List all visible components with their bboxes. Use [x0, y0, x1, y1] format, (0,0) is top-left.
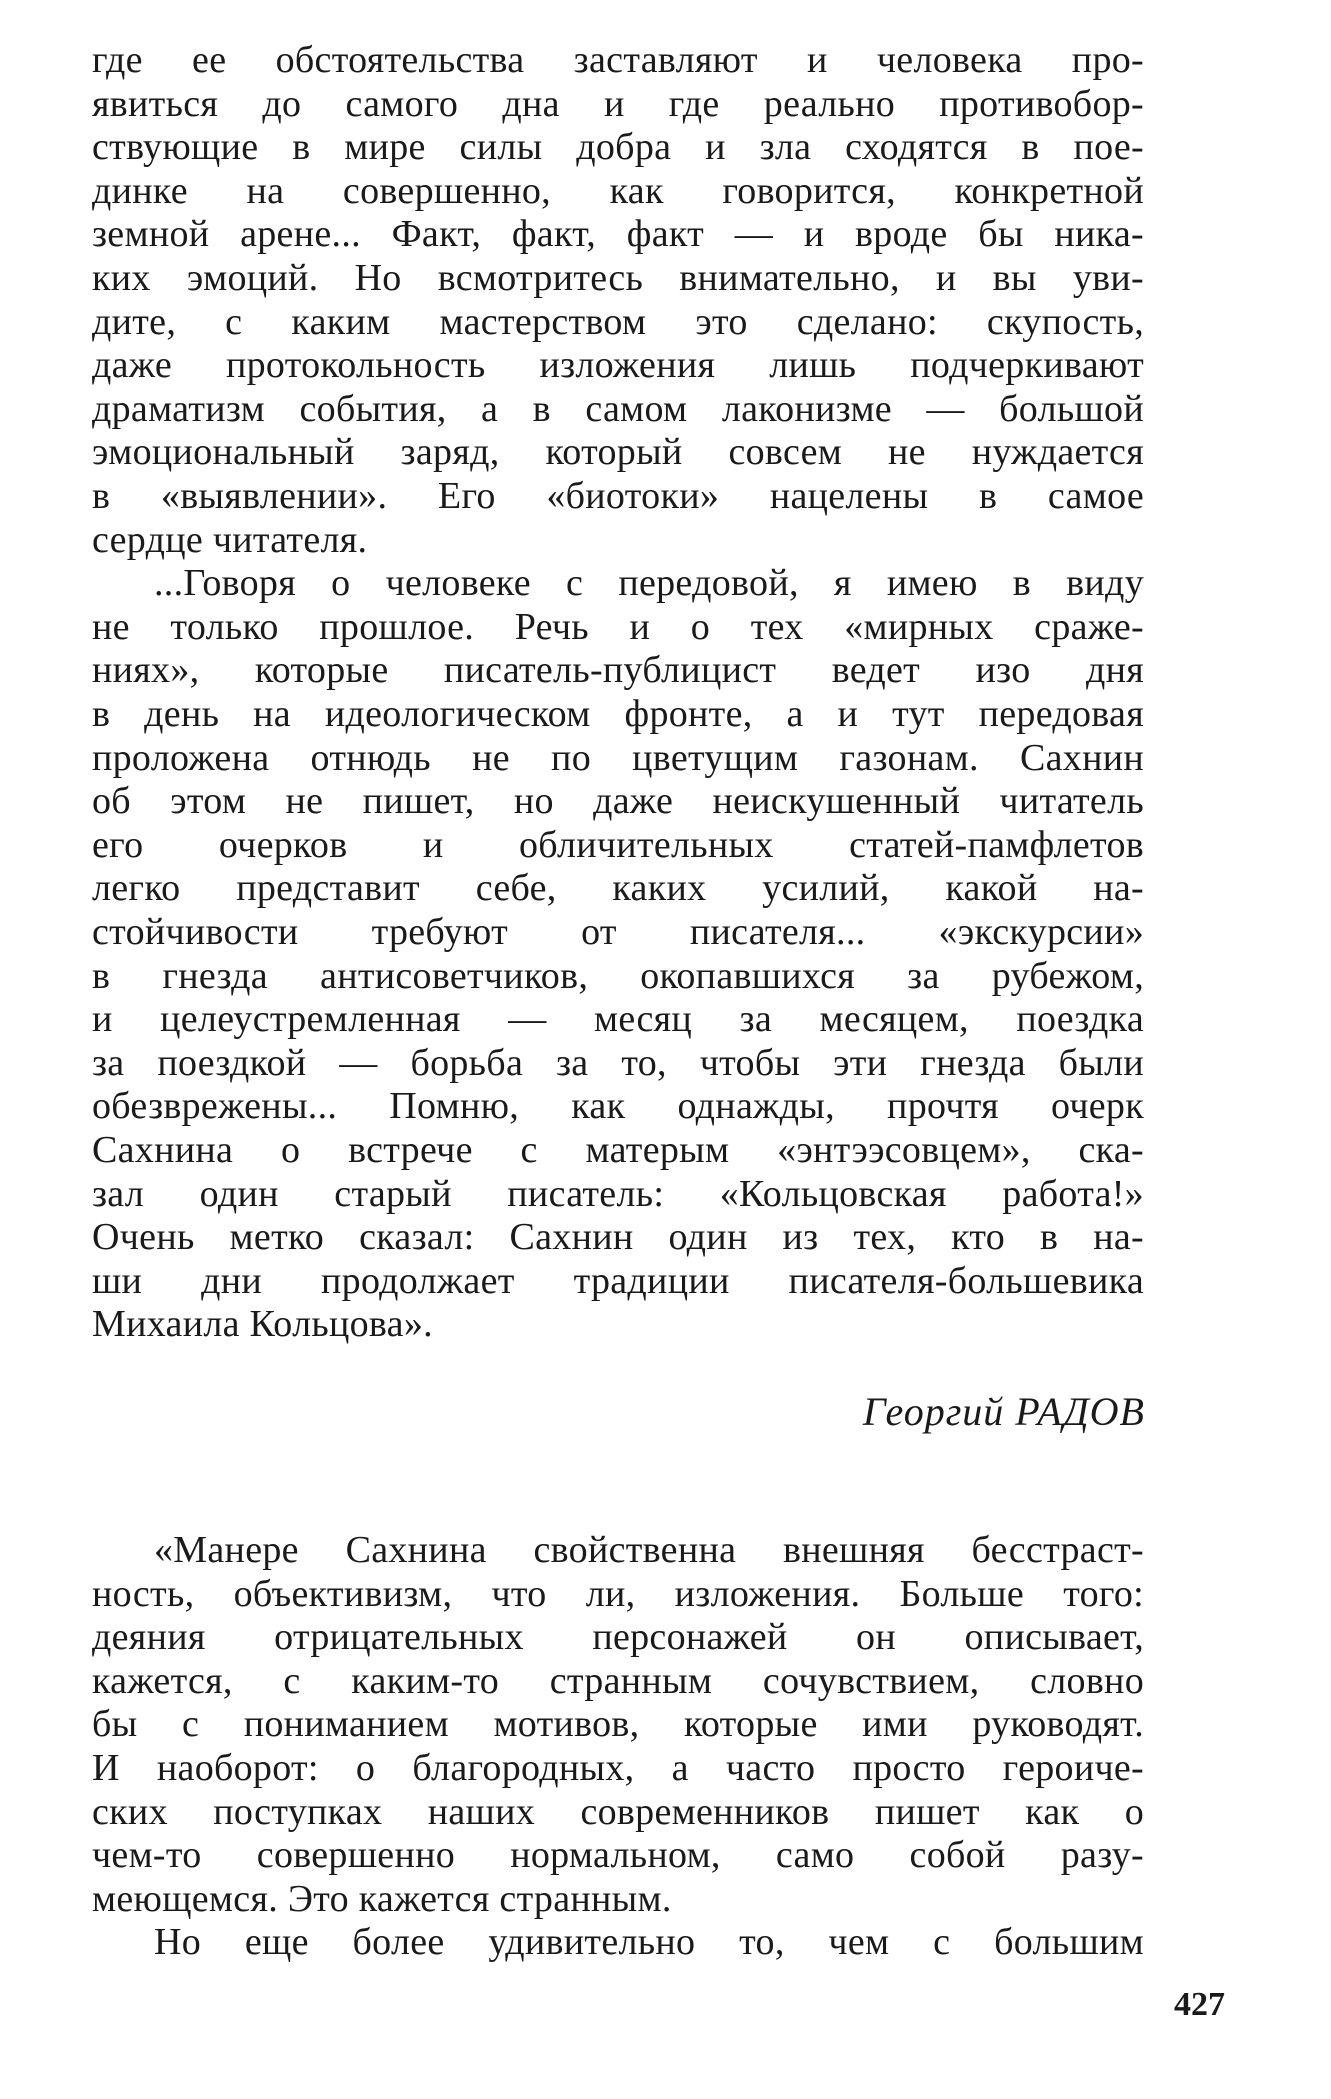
text-line: И наоборот: о благородных, а часто просто героиче-	[92, 1747, 1144, 1789]
text-line: деяния отрицательных персонажей он описывает,	[92, 1616, 1144, 1659]
text-line: чем-то совершенно нормальном, само собой разу-	[92, 1834, 1144, 1877]
text-line: сердце читателя.	[92, 518, 368, 561]
text-line: обезврежены... Помню, как однажды, прочтя очерк	[92, 1085, 1144, 1128]
text-line: динке на совершенно, как говорится, конкретной	[92, 169, 1144, 212]
paragraph-start-line: Но еще более удивительно то, чем с большим	[154, 1921, 1144, 1964]
text-line: ниях», которые писатель-публицист ведет изо дня	[92, 649, 1144, 692]
text-line: ких эмоций. Но всмотритесь внимательно, и вы уви-	[92, 257, 1144, 299]
text-line: меющемся. Это кажется странным.	[92, 1877, 672, 1920]
text-line: где ее обстоятельства заставляют и человека про-	[92, 39, 1144, 81]
text-line: бы с пониманием мотивов, которые ими руководят.	[92, 1703, 1144, 1746]
text-line: драматизм события, а в самом лаконизме — большой	[92, 387, 1144, 430]
text-line: ских поступках наших современников пишет как о	[92, 1790, 1144, 1833]
paragraph-start-line: «Манере Сахнина свойственна внешняя бесстраст-	[154, 1529, 1144, 1571]
text-line: проложена отнюдь не по цветущим газонам. Сахнин	[92, 736, 1144, 779]
text-line: эмоциональный заряд, который совсем не нуждается	[92, 431, 1144, 474]
text-line: в гнезда антисоветчиков, окопавшихся за рубежом,	[92, 954, 1144, 997]
text-line: даже протокольность изложения лишь подчеркивают	[92, 344, 1144, 387]
paragraph-start-line: ...Говоря о человеке с передовой, я имею в виду	[154, 562, 1144, 605]
text-line: его очерков и обличительных статей-памфлетов	[92, 823, 1144, 866]
text-line: и целеустремленная — месяц за месяцем, поездка	[92, 998, 1144, 1041]
text-line: в «выявлении». Его «биотоки» нацелены в самое	[92, 475, 1144, 517]
text-line: дите, с каким мастерством это сделано: скупость,	[92, 300, 1144, 343]
text-line: не только прошлое. Речь и о тех «мирных сраже-	[92, 605, 1144, 648]
page-number: 427	[1174, 1986, 1225, 2023]
text-line: Очень метко сказал: Сахнин один из тех, кто в на-	[92, 1216, 1144, 1259]
text-line: кажется, с каким-то странным сочувствием, словно	[92, 1659, 1144, 1702]
text-line: явиться до самого дна и где реально противобор-	[92, 82, 1144, 125]
text-line: ствующие в мире силы добра и зла сходятся в пое-	[92, 126, 1144, 169]
text-line: за поездкой — борьба за то, чтобы эти гнезда были	[92, 1041, 1144, 1084]
text-line: легко представит себе, каких усилий, какой на-	[92, 867, 1144, 910]
text-line: ность, объективизм, что ли, изложения. Больше того:	[92, 1572, 1144, 1615]
text-line: в день на идеологическом фронте, а и тут передовая	[92, 693, 1144, 735]
text-line: Сахнина о встрече с матерым «энтээсовцем», ска-	[92, 1129, 1144, 1171]
text-line: ши дни продолжает традиции писателя-большевика	[92, 1259, 1144, 1302]
text-line: земной арене... Факт, факт, факт — и вроде бы ника-	[92, 213, 1144, 256]
text-line: об этом не пишет, но даже неискушенный читатель	[92, 780, 1144, 823]
text-line: стойчивости требуют от писателя... «экскурсии»	[92, 911, 1144, 953]
author-signature: Георгий РАДОВ	[862, 1389, 1145, 1434]
text-line: Михаила Кольцова».	[92, 1303, 433, 1346]
text-line: зал один старый писатель: «Кольцовская работа!»	[92, 1172, 1144, 1215]
